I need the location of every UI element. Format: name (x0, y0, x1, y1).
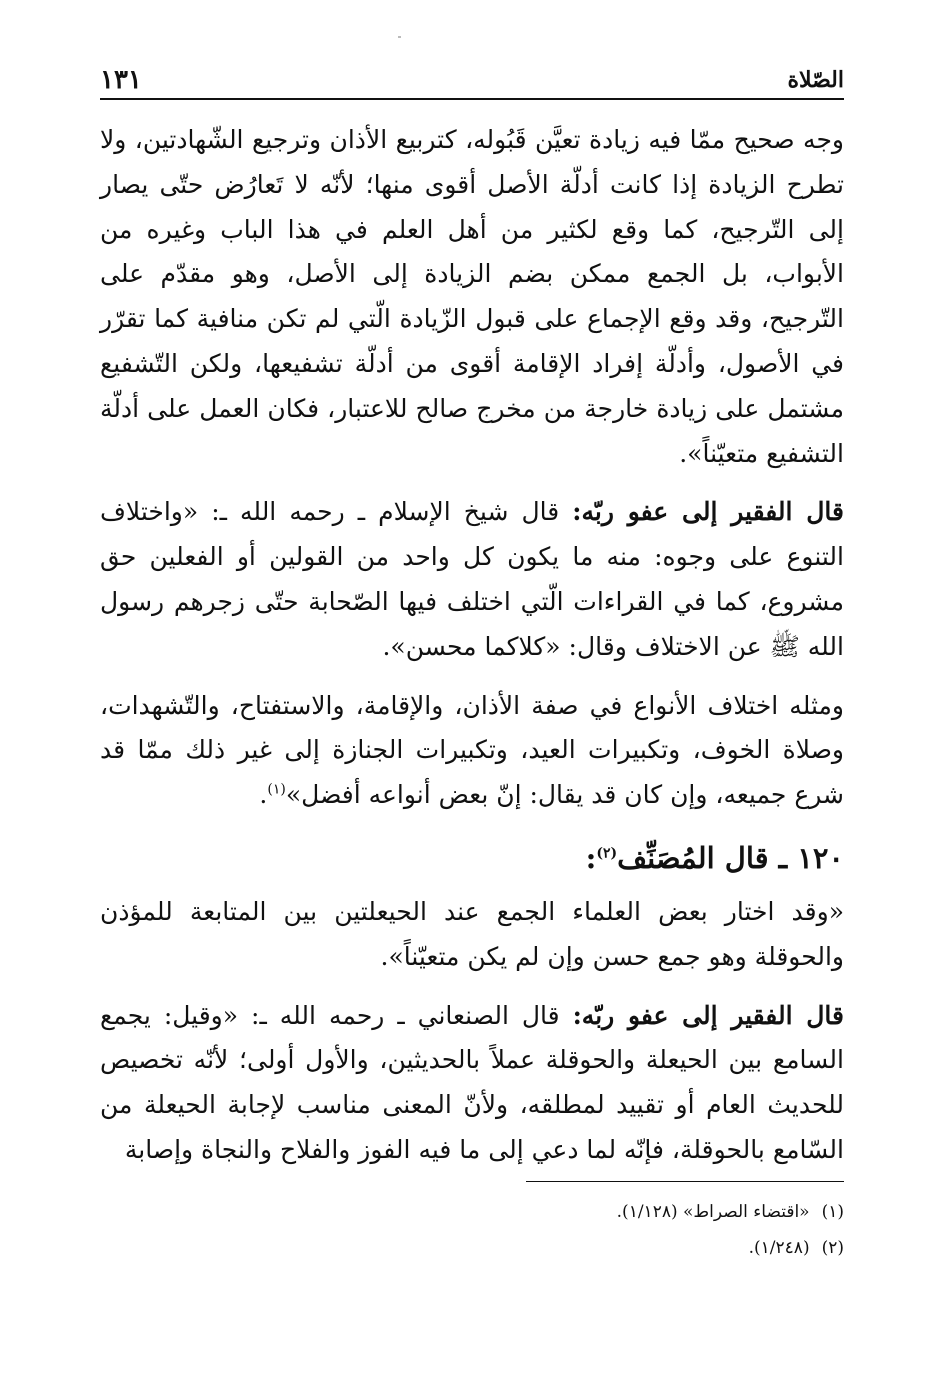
page-number: ١٣١ (100, 65, 142, 95)
paragraph-2 (100, 490, 844, 669)
paragraph-5-text: قال الصنعاني ـ رحمه الله ـ: «وقيل: يجمع السامع بين الحيعلة والحوقلة عملاً بالحديثين، والأول أولى؛ لأنّه تخصيص للحديث العام أو تقييد لمطلقه، ولأنّ المعنى مناسب لإجابة الحيعلة من السّامع بالحوقلة، فإنّه لما دعي إلى ما فيه الفوز والفلاح والنجاة وإصابة (100, 1000, 844, 1164)
footnote-1 (100, 1194, 844, 1230)
paragraph-1: وجه صحيح ممّا فيه زيادة تعيَّن قَبُوله، كتربيع الأذان وترجيع الشّهادتين، ولا تطرح الزيادة إذا كانت أدلّة الأصل أقوى منها؛ لأنّه لا تَعارُض حتّى يصار إلى التّرجيح، كما وقع لكثير من أهل العلم في هذا الباب وغيره من الأبواب، بل الجمع ممكن بضم الزيادة إلى الأصل، وهو مقدّم على التّرجيح، وقد وقع الإجماع على قبول الزّيادة الّتي لم تكن منافية كما تقرّر في الأصول، وأدلّة إفراد الإقامة أقوى من أدلّة تشفيعها، ولكن التّشفيع مشتمل على زيادة خارجة من مخرج صالح للاعتبار، فكان العمل على أدلّة التشفيع متعيّناً». (100, 125, 844, 468)
footnote-ref-1[interactable]: (١) (267, 781, 286, 798)
paragraph-3 (100, 684, 844, 818)
running-header (100, 62, 844, 100)
paragraph-3-text: ومثله اختلاف الأنواع في صفة الأذان، والإقامة، والاستفتاح، والتّشهدات، وصلاة الخوف، وتكبيرات العيد، وتكبيرات الجنازة إلى غير ذلك ممّا قد شرع جميعه، وإن كان قد يقال: إنّ بعض أنواعه أفضل» (100, 690, 844, 810)
footnote-text: «اقتضاء الصراط» (١/١٢٨). (616, 1202, 810, 1222)
paragraph-5 (100, 994, 844, 1173)
author-lead-in: قال الفقير إلى عفو ربّه: (572, 497, 844, 527)
footnote-divider (526, 1181, 844, 1182)
footnotes (100, 1194, 844, 1266)
section-heading (100, 838, 844, 878)
paragraph-4: «وقد اختار بعض العلماء الجمع عند الحيعلتين بين المتابعة للمؤذن والحوقلة وهو جمع حسن وإن لم يكن متعيّناً». (100, 896, 844, 971)
footnote-2 (100, 1230, 844, 1266)
chapter-title: الصّلاة (787, 67, 844, 93)
page-body (100, 118, 844, 1173)
paragraph-3-end: . (259, 780, 268, 810)
footnote-number: (٢) (821, 1238, 844, 1258)
section-heading-end: : (585, 840, 597, 875)
scan-speck (398, 36, 401, 38)
author-lead-in: قال الفقير إلى عفو ربّه: (572, 1000, 844, 1030)
footnote-text: (١/٢٤٨). (748, 1238, 810, 1258)
footnote-number: (١) (821, 1202, 844, 1222)
section-heading-text: ١٢٠ ـ قال المُصَنِّف (617, 840, 844, 875)
paragraph-2-text: قال شيخ الإسلام ـ رحمه الله ـ: «واختلاف التنوع على وجوه: منه ما يكون كل واحد من القولين أو الفعلين حق مشروع، كما في القراءات الّتي اختلف فيها الصّحابة حتّى زجرهم رسول الله ﷺ عن الاختلاف وقال: «كلاكما محسن». (100, 497, 844, 661)
footnote-ref-2[interactable]: (٢) (596, 845, 618, 862)
